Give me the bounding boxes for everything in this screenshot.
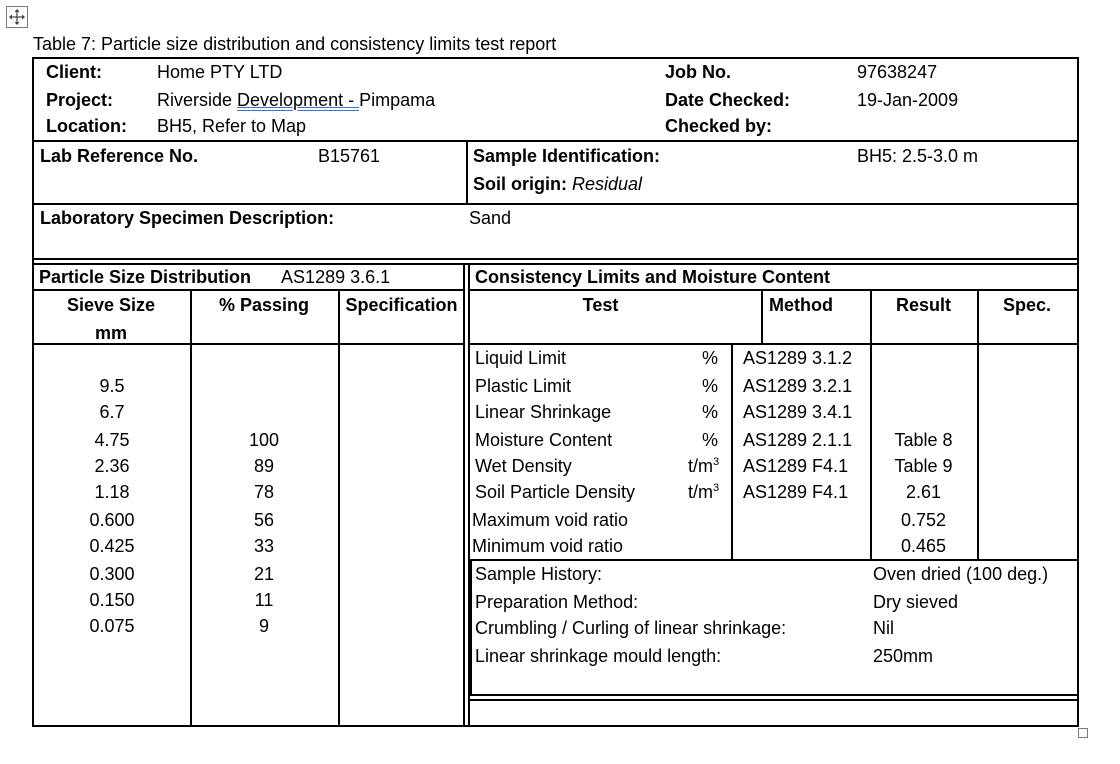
sieve-cell: 0.425 [89, 536, 135, 556]
passing-cell: 9 [258, 616, 269, 636]
rule [32, 203, 1079, 205]
spec-header: Spec. [1002, 295, 1052, 315]
rule [468, 343, 1079, 345]
sieve-size-header: Sieve Size [66, 295, 156, 315]
result-cell: 0.752 [900, 510, 947, 530]
test-header: Test [582, 295, 619, 315]
passing-header: % Passing [218, 295, 310, 315]
rule [977, 289, 979, 560]
table-resize-handle[interactable] [1078, 728, 1088, 738]
unit-cell: % [701, 402, 718, 422]
client-label: Client: [46, 62, 102, 82]
sieve-cell: 9.5 [99, 376, 125, 396]
rule [1077, 57, 1079, 727]
passing-cell: 100 [248, 430, 280, 450]
lab-ref-value: B15761 [318, 146, 381, 166]
test-cell: Linear Shrinkage [475, 402, 612, 422]
test-cell: Plastic Limit [475, 376, 572, 396]
date-checked-value: 19-Jan-2009 [857, 90, 959, 110]
unit-cell: % [701, 376, 718, 396]
soil-origin: Soil origin: Residual [473, 174, 643, 194]
passing-cell: 21 [253, 564, 275, 584]
rule [32, 57, 1079, 59]
sample-id-label: Sample Identification: [473, 146, 661, 166]
sieve-cell: 0.600 [89, 510, 135, 530]
unit-cell: % [701, 348, 718, 368]
test-cell: Minimum void ratio [472, 536, 624, 556]
rule [468, 699, 1079, 701]
method-cell: AS1289 F4.1 [743, 482, 849, 502]
rule [32, 140, 1079, 142]
test-cell: Soil Particle Density [475, 482, 636, 502]
history-label: Preparation Method: [475, 592, 639, 612]
rule [468, 694, 1079, 696]
unit-cell: % [701, 430, 718, 450]
history-value: Nil [873, 618, 894, 638]
rule [470, 559, 472, 695]
client-value: Home PTY LTD [157, 62, 283, 82]
sieve-cell: 0.300 [89, 564, 135, 584]
result-cell: 2.61 [905, 482, 942, 502]
rule [32, 289, 465, 291]
method-cell: AS1289 2.1.1 [743, 430, 853, 450]
method-cell: AS1289 3.4.1 [743, 402, 853, 422]
history-value: 250mm [873, 646, 934, 666]
test-cell: Wet Density [475, 456, 572, 476]
specimen-desc-value: Sand [469, 208, 512, 228]
project-label: Project: [46, 90, 114, 110]
location-label: Location: [46, 116, 127, 136]
method-cell: AS1289 F4.1 [743, 456, 849, 476]
passing-cell: 89 [253, 456, 275, 476]
sieve-cell: 4.75 [94, 430, 130, 450]
checked-by-label: Checked by: [665, 116, 773, 136]
rule [32, 263, 1079, 265]
sieve-cell: 0.150 [89, 590, 135, 610]
sieve-size-unit: mm [94, 323, 127, 343]
table-caption: Table 7: Particle size distribution and consistency limits test report [33, 34, 557, 54]
passing-cell: 56 [253, 510, 275, 530]
rule [463, 263, 465, 727]
history-label: Sample History: [475, 564, 603, 584]
move-arrows-icon [7, 7, 27, 27]
rule [32, 725, 1079, 727]
rule [32, 343, 465, 345]
location-value: BH5, Refer to Map [157, 116, 307, 136]
unit-cell: $t/m^3$ [688, 482, 720, 502]
test-cell: Liquid Limit [475, 348, 567, 368]
method-cell: AS1289 3.1.2 [743, 348, 853, 368]
jobno-label: Job No. [665, 62, 731, 82]
result-cell: 0.465 [900, 536, 947, 556]
sieve-cell: 0.075 [89, 616, 135, 636]
history-value: Dry sieved [873, 592, 959, 612]
sieve-cell: 2.36 [94, 456, 130, 476]
history-label: Linear shrinkage mould length: [475, 646, 722, 666]
unit-cell: $t/m^3$ [688, 456, 720, 476]
jobno-value: 97638247 [857, 62, 938, 82]
result-header: Result [895, 295, 951, 315]
passing-cell: 33 [253, 536, 275, 556]
table-move-handle[interactable] [6, 6, 28, 28]
sieve-cell: 1.18 [94, 482, 130, 502]
rule [466, 140, 468, 204]
sample-id-value: BH5: 2.5-3.0 m [857, 146, 979, 166]
specification-header: Specification [345, 295, 458, 315]
date-checked-label: Date Checked: [665, 90, 791, 110]
test-cell: Moisture Content [475, 430, 613, 450]
passing-cell: 11 [254, 590, 274, 610]
rule [190, 289, 192, 727]
passing-cell: 78 [253, 482, 275, 502]
rule [731, 343, 733, 560]
cl-title: Consistency Limits and Moisture Content [475, 267, 831, 287]
rule [468, 559, 1079, 561]
psd-title: Particle Size Distribution AS1289 3.6.1 [39, 267, 391, 287]
test-cell: Maximum void ratio [472, 510, 629, 530]
method-cell: AS1289 3.2.1 [743, 376, 853, 396]
sieve-cell: 6.7 [99, 402, 125, 422]
specimen-desc-label: Laboratory Specimen Description: [40, 208, 335, 228]
lab-ref-label: Lab Reference No. [40, 146, 199, 166]
rule [32, 258, 1079, 260]
result-cell: Table 9 [894, 456, 953, 476]
project-value: Riverside Development - Pimpama [157, 90, 436, 110]
method-header: Method [769, 295, 833, 315]
rule [338, 289, 340, 727]
history-label: Crumbling / Curling of linear shrinkage: [475, 618, 787, 638]
rule [468, 289, 1079, 291]
history-value: Oven dried (100 deg.) [873, 564, 1049, 584]
result-cell: Table 8 [894, 430, 953, 450]
